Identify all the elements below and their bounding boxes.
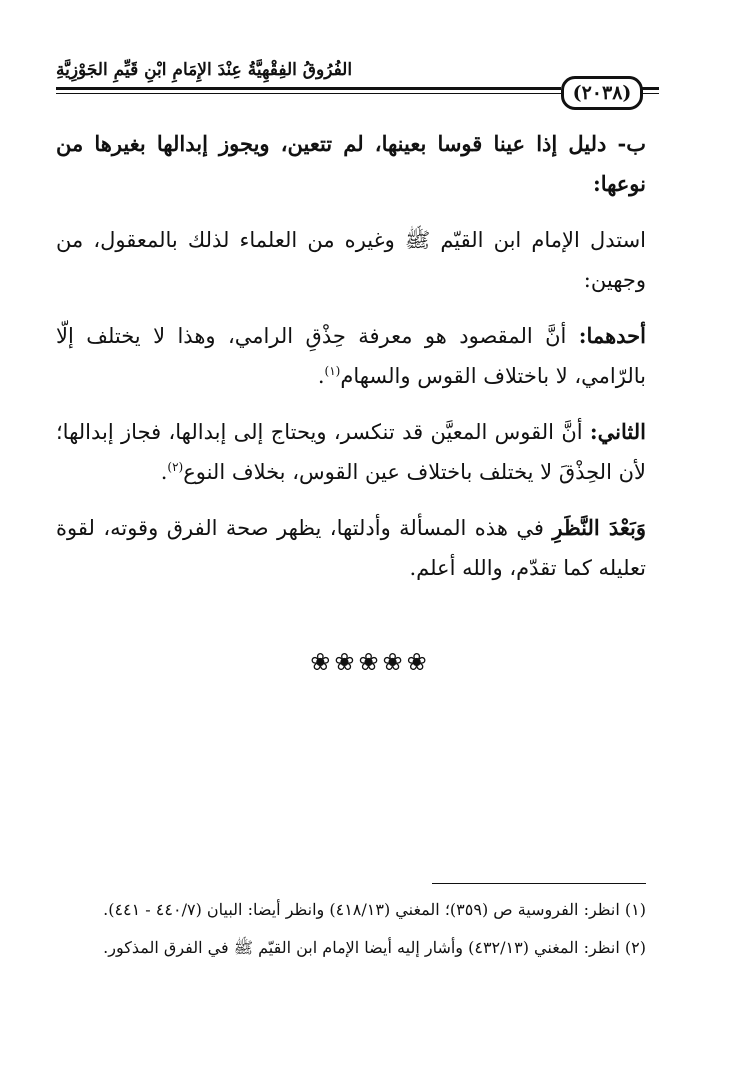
paragraph-b-text: ب- دليل إذا عينا قوسا بعينها، لم تتعين، ويجوز إبدالها بغيرها من نوعها: xyxy=(56,131,646,196)
header-rule-thin xyxy=(56,93,561,94)
footnote-ref-1: (١) xyxy=(324,364,341,378)
paragraph-second-reason: الثاني: أنَّ القوس المعيَّن قد تنكسر، ويحتاج إلى إبدالها، فجاز إبدالها؛ لأن الحِذْقَ لا يختلف باختلاف عين القوس، بخلاف النوع$^{(٢)}$. xyxy=(56,419,646,484)
paragraph-conclusion xyxy=(56,508,646,588)
first-reason-label: أحدهما: xyxy=(578,323,646,348)
conclusion-label: وَبَعْدَ النَّظَرِ xyxy=(552,515,646,540)
paragraph-first-reason: أحدهما: أنَّ المقصود هو معرفة حِذْقِ الرامي، وهذا لا يختلف إلّا بالرّامي، لا باختلاف القوس والسهام$^{(١)}$. xyxy=(56,323,646,388)
body-text xyxy=(56,124,646,604)
paragraph-heading-b xyxy=(56,124,646,204)
section-divider-ornament: ❀❀❀❀❀ xyxy=(310,648,431,676)
footnote-ref-2: (٢) xyxy=(167,460,184,474)
page-number: (٢٠٣٨) xyxy=(561,76,643,110)
first-reason-text: أنَّ المقصود هو معرفة حِذْقِ الرامي، وهذا لا يختلف إلّا بالرّامي، لا باختلاف القوس والسهام xyxy=(56,324,646,388)
second-reason-text: أنَّ القوس المعيَّن قد تنكسر، ويحتاج إلى إبدالها، فجاز إبدالها؛ لأن الحِذْقَ لا يختلف باختلاف عين القوس، بخلاف النوع xyxy=(56,420,646,484)
paragraph-intro xyxy=(56,220,646,300)
footnote-2: (٢) انظر: المغني (٤٣٢/١٣) وأشار إليه أيضا الإمام ابن القيّم ﷺ في الفرق المذكور. xyxy=(103,938,646,957)
footnote-1: (١) انظر: الفروسية ص (٣٥٩)؛ المغني (٤١٨/١٣) وانظر أيضا: البيان (٤٤٠/٧ - ٤٤١). xyxy=(103,900,646,919)
footnotes xyxy=(60,894,646,970)
running-title: الفُرُوقُ الفِقْهِيَّةُ عِنْدَ الإِمَامِ ابْنِ قَيِّمِ الجَوْزِيَّةِ xyxy=(56,60,353,80)
header-rule-thick xyxy=(56,87,561,90)
paragraph-intro-text: استدل الإمام ابن القيّم ﷺ وغيره من العلماء لذلك بالمعقول، من وجهين: xyxy=(56,228,646,292)
page-header xyxy=(56,56,659,106)
footnote-separator xyxy=(432,883,646,884)
second-reason-label: الثاني: xyxy=(589,419,646,444)
conclusion-text: في هذه المسألة وأدلتها، يظهر صحة الفرق وقوته، لقوة تعليله كما تقدّم، والله أعلم. xyxy=(56,516,646,580)
